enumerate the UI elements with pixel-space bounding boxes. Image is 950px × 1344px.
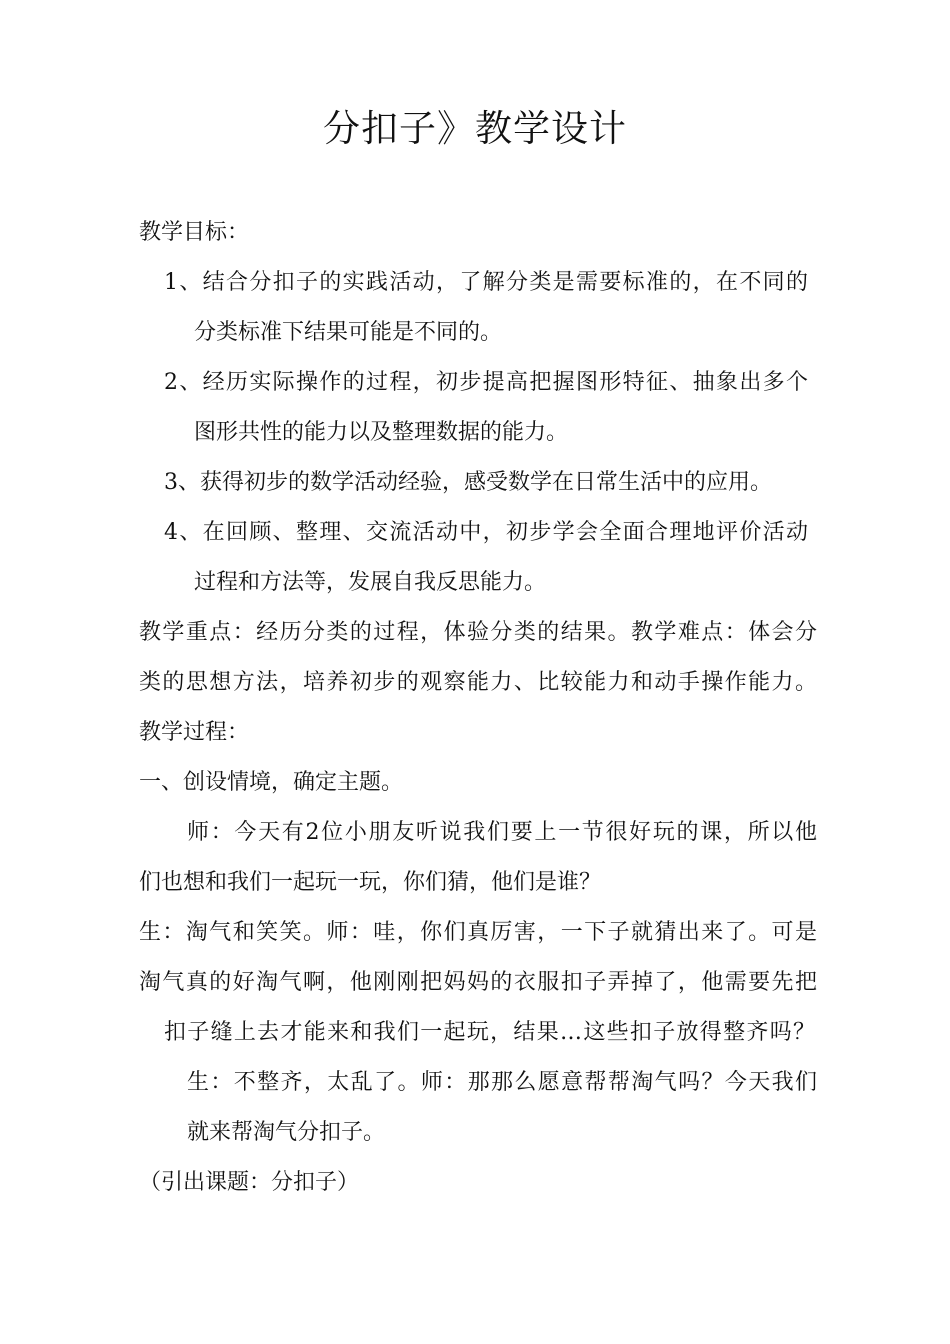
- dialogue-teacher-1-line-1: 师：今天有2位小朋友听说我们要上一节很好玩的课，所以他: [187, 820, 817, 845]
- dialogue-teacher-1-line-2: 们也想和我们一起玩一玩，你们猜，他们是谁？: [139, 870, 602, 895]
- lead-in-note: （引出课题：分扣子）: [139, 1170, 360, 1195]
- objective-2-line-1: 2、经历实际操作的过程，初步提高把握图形特征、抽象出多个: [164, 370, 808, 395]
- document-title: 分扣子》教学设计: [323, 107, 627, 150]
- objective-2-line-2: 图形共性的能力以及整理数据的能力。: [194, 420, 569, 445]
- section-1-heading: 一、创设情境，确定主题。: [139, 770, 404, 795]
- dialogue-student-1-line-1: 生：淘气和笑笑。师：哇，你们真厉害，一下子就猜出来了。可是: [139, 920, 817, 945]
- dialogue-student-2-line-1: 生：不整齐，太乱了。师：那那么愿意帮帮淘气吗？今天我们: [187, 1070, 817, 1095]
- process-heading: 教学过程：: [139, 720, 250, 745]
- dialogue-student-1-line-3: 扣子缝上去才能来和我们一起玩，结果…这些扣子放得整齐吗？: [164, 1020, 815, 1045]
- objectives-heading: 教学目标：: [139, 220, 250, 245]
- key-points-line-1: 教学重点：经历分类的过程，体验分类的结果。教学难点：体会分: [139, 620, 817, 645]
- key-points-line-2: 类的思想方法，培养初步的观察能力、比较能力和动手操作能力。: [139, 670, 817, 695]
- dialogue-student-2-line-2: 就来帮淘气分扣子。: [187, 1120, 386, 1145]
- objective-1-line-1: 1、结合分扣子的实践活动，了解分类是需要标准的，在不同的: [164, 270, 808, 295]
- objective-1-line-2: 分类标准下结果可能是不同的。: [194, 320, 503, 345]
- objective-3-line-1: 3、获得初步的数学活动经验，感受数学在日常生活中的应用。: [164, 470, 772, 495]
- dialogue-student-1-line-2: 淘气真的好淘气啊，他刚刚把妈妈的衣服扣子弄掉了，他需要先把: [139, 970, 817, 995]
- objective-4-line-2: 过程和方法等，发展自我反思能力。: [194, 570, 547, 595]
- objective-4-line-1: 4、在回顾、整理、交流活动中，初步学会全面合理地评价活动: [164, 520, 808, 545]
